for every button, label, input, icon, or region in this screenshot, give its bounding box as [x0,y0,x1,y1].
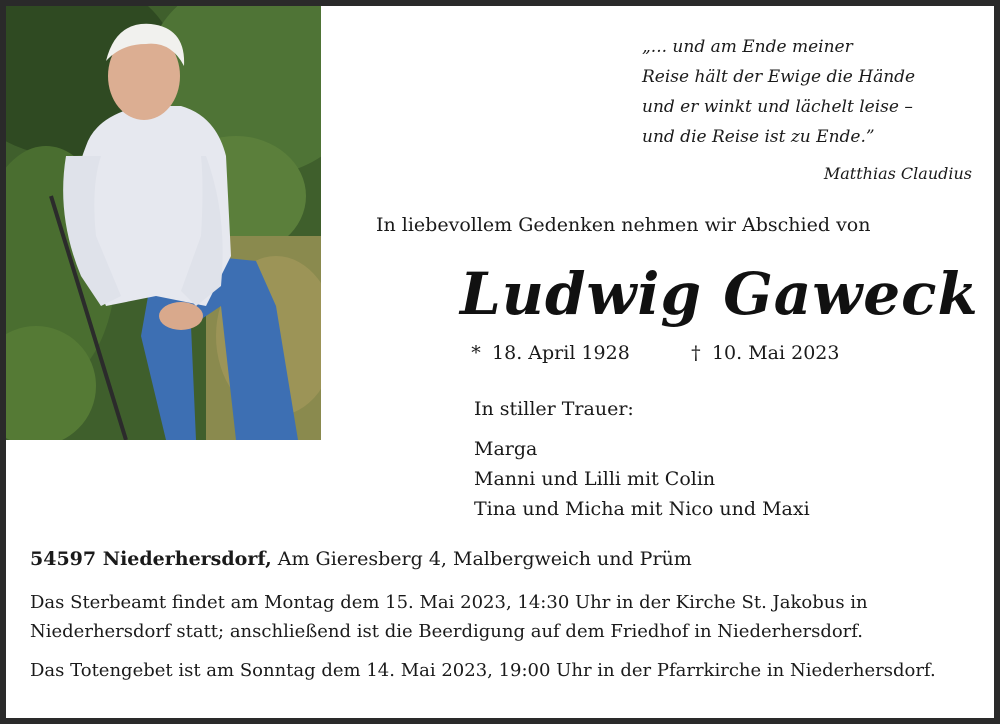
address-town: 54597 Niederhersdorf, [30,548,272,570]
rosary-text: Das Totengebet ist am Sonntag dem 14. Mai 2023, 19:00 Uhr in der Pfarrkirche in Niederhersdorf. [30,660,936,681]
quote-line: „... und am Ende meiner [642,37,853,57]
death-date: 10. Mai 2023 [711,342,840,364]
deceased-name: Ludwig Gaweck [460,260,979,328]
address-details: Am Gieresberg 4, Malbergweich und Prüm [271,548,692,570]
quote-author: Matthias Claudius [823,164,972,183]
family-address [30,548,692,570]
mourner-name: Tina und Micha mit Nico und Maxi [474,498,810,520]
obituary-notice [6,6,994,718]
mourner-name: Manni und Lilli mit Colin [474,468,716,490]
birth-date: 18. April 1928 [492,342,630,364]
mourning-heading: In stiller Trauer: [474,398,634,420]
quote-line: Reise hält der Ewige die Hände [642,67,916,87]
quote-line: und er winkt und lächelt leise – [642,97,913,117]
quote-line: und die Reise ist zu Ende.” [642,127,875,147]
mourner-name: Marga [474,438,538,460]
death-cross-icon: † [691,342,701,364]
portrait-photo [6,6,321,440]
life-dates [466,342,839,364]
intro-text: In liebevollem Gedenken nehmen wir Abschied von [376,214,871,236]
birth-star-icon: * [471,342,481,364]
funeral-service-text: Das Sterbeamt findet am Montag dem 15. Mai 2023, 14:30 Uhr in der Kirche St. Jakobus in Niederhersdorf statt; anschließend ist die Beerdigung auf dem Friedhof in Niederhersdorf. [30,592,868,642]
epigraph-quote [642,32,982,152]
mourners-list [474,434,810,524]
